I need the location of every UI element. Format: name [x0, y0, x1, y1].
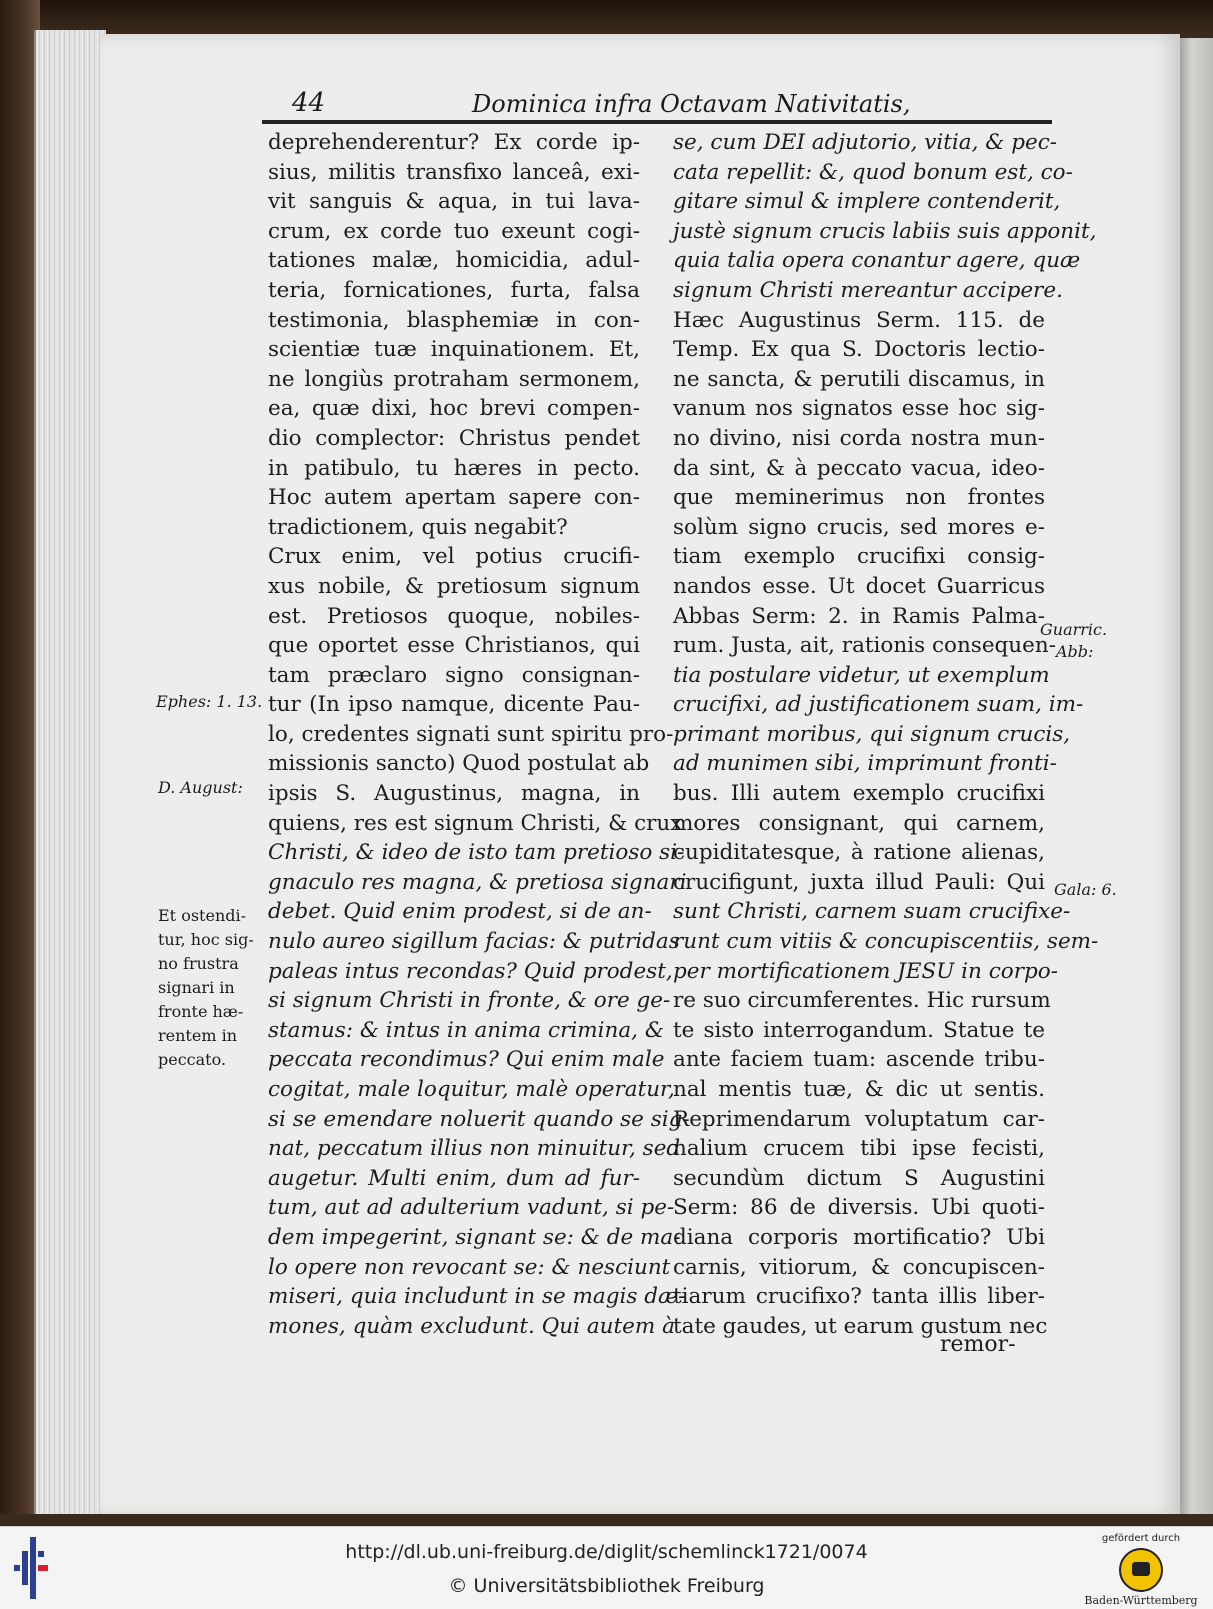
- left-column-line: ea, quæ dixi, hoc brevi compen-: [268, 396, 640, 422]
- right-column-line: nalium crucem tibi ipse fecisti,: [673, 1136, 1045, 1162]
- right-column-line: re suo circumferentes. Hic rursum: [673, 988, 1051, 1014]
- margin-note-august: D. August:: [158, 778, 243, 797]
- left-column-line: que oportet esse Christianos, qui: [268, 633, 640, 659]
- margin-note-line: Et ostendi-: [158, 906, 247, 925]
- right-column-line: signum Christi mereantur accipere.: [673, 277, 1063, 303]
- right-column-line: tia postulare videtur, ut exemplum: [673, 662, 1050, 688]
- left-column-line: xus nobile, & pretiosum signum: [268, 573, 640, 599]
- page-edges: [34, 30, 106, 1518]
- right-column-line: Hæc Augustinus Serm. 115. de: [673, 307, 1045, 333]
- left-column-line: lo, credentes signati sunt spiritu pro-: [268, 721, 674, 747]
- copyright-text: © Universitätsbibliothek Freiburg: [448, 1575, 765, 1597]
- left-column-line: Crux enim, vel potius crucifi-: [268, 544, 640, 570]
- right-column-line: Temp. Ex qua S. Doctoris lectio-: [673, 337, 1045, 363]
- left-column-line: peccata recondimus? Qui enim male: [268, 1047, 665, 1073]
- dark-surround-bottom: [0, 1514, 1213, 1526]
- right-column-line: ad munimen sibi, imprimunt fronti-: [673, 751, 1057, 777]
- right-column-line: crucifixi, ad justificationem suam, im-: [673, 692, 1084, 718]
- right-column-line: quia talia opera conantur agere, quæ: [673, 248, 1081, 274]
- right-column-line: carnis, vitiorum, & concupiscen-: [673, 1254, 1045, 1280]
- right-column-line: primant moribus, qui signum crucis,: [673, 721, 1071, 747]
- left-column-line: nat, peccatum illius non minuitur, sed: [268, 1136, 681, 1162]
- right-column-line: cupiditatesque, à ratione alienas,: [673, 840, 1045, 866]
- margin-note-line: no frustra: [158, 954, 239, 973]
- document-url-link[interactable]: http://dl.ub.uni-freiburg.de/diglit/schemlinck1721/0074: [345, 1541, 868, 1563]
- right-column-line: no divino, nisi corda nostra mun-: [673, 425, 1045, 451]
- dark-surround-top: [0, 0, 1213, 34]
- left-column-line: stamus: & intus in anima crimina, &: [268, 1017, 664, 1043]
- left-column-line: teria, fornicationes, furta, falsa: [268, 277, 640, 303]
- right-column-line: sunt Christi, carnem suam crucifixe-: [673, 899, 1071, 925]
- right-column-line: mores consignant, qui carnem,: [673, 810, 1045, 836]
- left-column-line: paleas intus recondas? Quid prodest,: [268, 958, 673, 984]
- catchword: remor-: [940, 1332, 1016, 1357]
- margin-note-line: peccato.: [158, 1050, 227, 1069]
- left-column-line: cogitat, male loquitur, malè operatur,: [268, 1077, 675, 1102]
- left-column-line: tur (In ipso namque, dicente Pau-: [268, 692, 640, 718]
- right-column-line: se, cum DEI adjutorio, vitia, & pec-: [673, 130, 1058, 155]
- left-column-line: ipsis S. Augustinus, magna, in: [268, 781, 640, 807]
- right-column-line: te sisto interrogandum. Statue te: [673, 1017, 1045, 1043]
- margin-note-line: signari in: [158, 978, 235, 997]
- right-column-line: solùm signo crucis, sed mores e-: [673, 514, 1045, 540]
- left-column-line: deprehenderentur? Ex corde ip-: [268, 130, 640, 155]
- margin-note-line: rentem in: [158, 1026, 237, 1045]
- right-column-line: gitare simul & implere contenderit,: [673, 189, 1061, 215]
- left-column-line: testimonia, blasphemiæ in con-: [268, 307, 640, 333]
- right-column-line: per mortificationem JESU in corpo-: [673, 958, 1058, 984]
- left-column-line: Hoc autem apertam sapere con-: [268, 485, 640, 511]
- right-column-line: ne sancta, & perutili discamus, in: [673, 366, 1045, 392]
- left-column-line: ne longiùs protraham sermonem,: [268, 366, 640, 392]
- header-rule: [262, 120, 1052, 124]
- footer-bar: [0, 1526, 1213, 1609]
- left-column-line: debet. Quid enim prodest, si de an-: [268, 899, 652, 925]
- left-column-line: dem impegerint, signant se: & de ma-: [268, 1224, 681, 1250]
- right-column-line: justè signum crucis labiis suis apponit,: [673, 218, 1097, 244]
- left-column-line: si se emendare noluerit quando se sig-: [268, 1106, 690, 1132]
- right-column-line: tiarum crucifixo? tanta illis liber-: [673, 1284, 1045, 1310]
- right-column-line: bus. Illi autem exemplo crucifixi: [673, 781, 1045, 807]
- sponsor-caption: gefördert durch: [1101, 1533, 1181, 1544]
- left-column-line: mones, quàm excludunt. Qui autem à: [268, 1313, 675, 1339]
- left-column-line: si signum Christi in fronte, & ore ge-: [268, 988, 671, 1014]
- right-column-line: que meminerimus non frontes: [673, 485, 1045, 511]
- right-column-line: runt cum vitiis & concupiscentiis, sem-: [673, 929, 1099, 955]
- margin-note-line: fronte hæ-: [158, 1002, 244, 1021]
- left-column-line: quiens, res est signum Christi, & crux: [268, 810, 683, 836]
- left-column-line: miseri, quia includunt in se magis dæ-: [268, 1284, 686, 1310]
- left-column-line: Christi, & ideo de isto tam pretioso si-: [268, 840, 685, 866]
- left-column-line: vit sanguis & aqua, in tui lava-: [268, 189, 640, 215]
- left-text-column: [268, 128, 690, 1341]
- left-column-line: tationes malæ, homicidia, adul-: [268, 248, 640, 274]
- right-column-line: Serm: 86 de diversis. Ubi quoti-: [673, 1195, 1045, 1221]
- margin-note-line: tur, hoc sig-: [158, 930, 254, 949]
- margin-note-abb: Abb:: [1056, 642, 1094, 661]
- right-column-line: secundùm dictum S Augustini: [673, 1165, 1045, 1191]
- right-column-line: nal mentis tuæ, & dic ut sentis.: [673, 1077, 1045, 1102]
- margin-note-guarric: Guarric.: [1040, 620, 1108, 639]
- left-column-line: sius, militis transfixo lanceâ, exi-: [268, 159, 640, 185]
- right-column-line: diana corporis mortificatio? Ubi: [673, 1224, 1045, 1250]
- baden-wuerttemberg-seal-icon: [1119, 1548, 1163, 1592]
- margin-note-ephes: Ephes: 1. 13.: [156, 692, 263, 711]
- sponsor-block: [1076, 1533, 1206, 1607]
- left-column-line: nulo aureo sigillum facias: & putridas: [268, 929, 680, 955]
- right-column-line: crucifigunt, juxta illud Pauli: Qui: [673, 869, 1045, 895]
- right-column-line: rum. Justa, ait, rationis consequen-: [673, 633, 1056, 659]
- left-column-line: gnaculo res magna, & pretiosa signari: [268, 869, 687, 895]
- right-column-line: Abbas Serm: 2. in Ramis Palma-: [673, 603, 1045, 629]
- right-column-line: tate gaudes, ut earum gustum nec: [673, 1313, 1048, 1339]
- right-column-line: tiam exemplo crucifixi consig-: [673, 544, 1045, 570]
- left-column-line: lo opere non revocant se: & nesciunt: [268, 1254, 671, 1280]
- left-column-line: scientiæ tuæ inquinationem. Et,: [268, 337, 640, 363]
- sponsor-name: Baden-Württemberg: [1084, 1594, 1198, 1607]
- margin-note-gala: Gala: 6.: [1054, 880, 1117, 899]
- left-column-line: tam præclaro signo consignan-: [268, 662, 640, 688]
- right-column-line: vanum nos signatos esse hoc sig-: [673, 396, 1045, 422]
- left-column-line: in patibulo, tu hæres in pecto.: [268, 455, 640, 481]
- left-column-line: tradictionem, quis negabit?: [268, 514, 568, 540]
- facing-page-edge: [1178, 38, 1213, 1518]
- right-column-line: Reprimendarum voluptatum car-: [673, 1106, 1045, 1132]
- running-head: [262, 86, 1062, 120]
- left-column-line: dio complector: Christus pendet: [268, 425, 640, 451]
- left-column-line: augetur. Multi enim, dum ad fur-: [268, 1165, 640, 1191]
- left-column-line: tum, aut ad adulterium vadunt, si pe-: [268, 1195, 675, 1221]
- running-title: Dominica infra Octavam Nativitatis,: [472, 90, 911, 118]
- right-column-line: cata repellit: &, quod bonum est, co-: [673, 159, 1073, 185]
- left-column-line: missionis sancto) Quod postulat ab: [268, 751, 650, 777]
- left-column-line: est. Pretiosos quoque, nobiles-: [268, 603, 640, 629]
- page-number: 44: [292, 88, 326, 118]
- margin-note-ostendi: [158, 904, 258, 1072]
- right-column-line: nandos esse. Ut docet Guarricus: [673, 573, 1045, 599]
- right-column-line: ante faciem tuam: ascende tribu-: [673, 1047, 1045, 1073]
- right-column-line: da sint, & à peccato vacua, ideo-: [673, 455, 1045, 481]
- left-column-line: crum, ex corde tuo exeunt cogi-: [268, 218, 640, 244]
